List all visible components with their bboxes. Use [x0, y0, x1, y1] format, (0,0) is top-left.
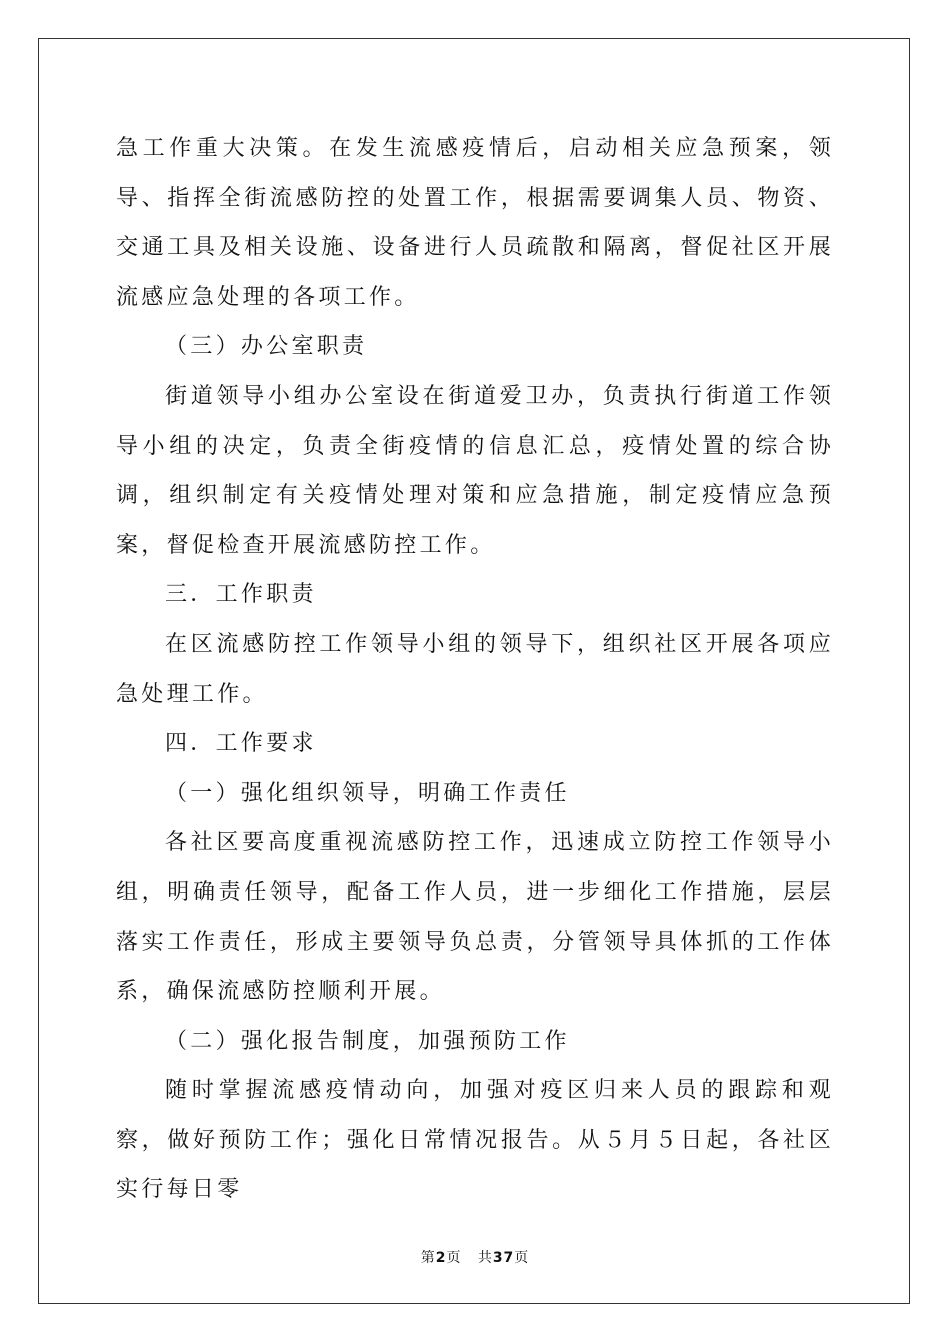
- section-heading-work-requirements: 四．工作要求: [165, 731, 317, 757]
- page-suffix: 页: [446, 1250, 462, 1266]
- section-heading-office-duties: （三）办公室职责: [165, 334, 368, 360]
- paragraph-reporting-system: 随时掌握流感疫情动向，加强对疫区归来人员的跟踪和观察，做好预防工作；强化日常情况报告。从５月５日起，各社区实行每日零: [116, 1078, 834, 1203]
- section-heading-work-duties: 三．工作职责: [165, 582, 317, 608]
- paragraph-continued: 急工作重大决策。在发生流感疫情后，启动相关应急预案，领导、指挥全街流感防控的处置工作，根据需要调集人员、物资、交通工具及相关设施、设备进行人员疏散和隔离，督促社区开展流感应急处理的各项工作。: [116, 136, 834, 310]
- document-body: [116, 124, 834, 1215]
- subheading-reporting-system: （二）强化报告制度，加强预防工作: [165, 1028, 570, 1054]
- total-pages: 37: [492, 1250, 515, 1266]
- paragraph-work-duties: 在区流感防控工作领导小组的领导下，组织社区开展各项应急处理工作。: [116, 631, 834, 707]
- total-prefix: 共: [477, 1250, 493, 1266]
- subheading-organization-leadership: （一）强化组织领导，明确工作责任: [165, 780, 570, 806]
- paragraph-office-duties: 街道领导小组办公室设在街道爱卫办，负责执行街道工作领导小组的决定，负责全街疫情的信息汇总，疫情处置的综合协调，组织制定有关疫情处理对策和应急措施，制定疫情应急预案，督促检查开展流感防控工作。: [116, 383, 834, 558]
- page-number: 2: [435, 1250, 447, 1266]
- total-suffix: 页: [514, 1250, 530, 1266]
- page-footer: [0, 1248, 950, 1268]
- page-prefix: 第: [420, 1250, 436, 1266]
- paragraph-organization-leadership: 各社区要高度重视流感防控工作，迅速成立防控工作领导小组，明确责任领导，配备工作人员，进一步细化工作措施，层层落实工作责任，形成主要领导负总责，分管领导具体抓的工作体系，确保流感防控顺利开展。: [116, 830, 834, 1005]
